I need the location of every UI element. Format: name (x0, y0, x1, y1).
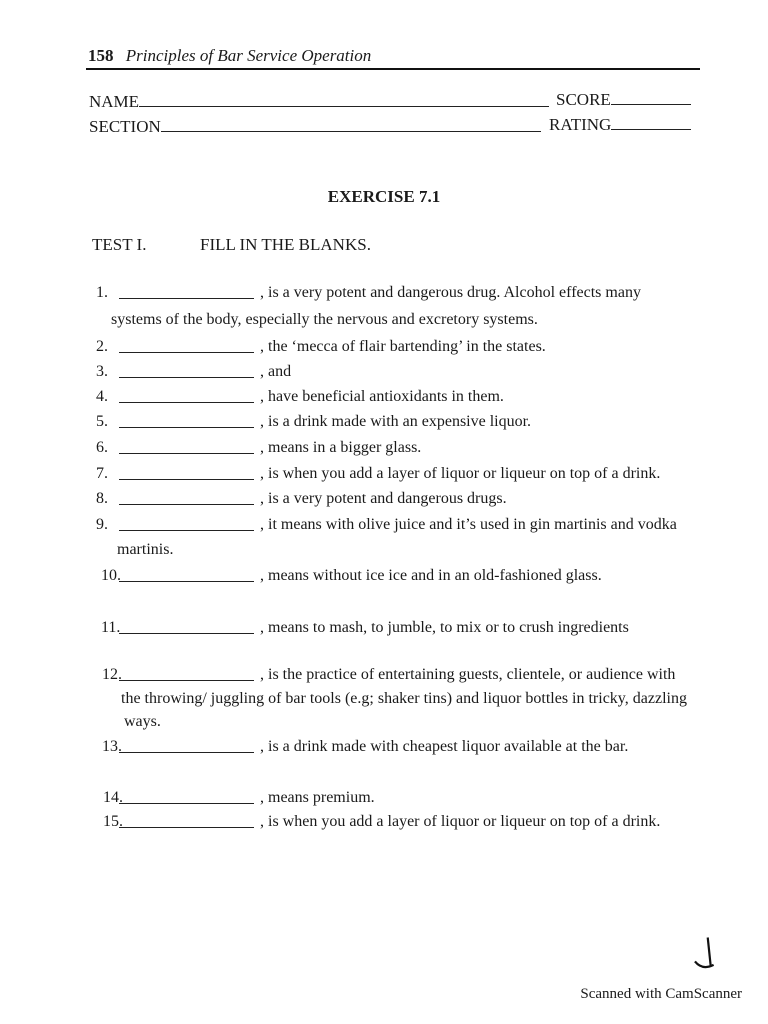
page-number: 158 (88, 46, 114, 65)
question-number: 8. (96, 490, 108, 507)
question-text: , and (260, 363, 292, 380)
answer-blank[interactable] (119, 803, 254, 804)
section-label: SECTION (89, 117, 161, 136)
exercise-title: EXERCISE 7.1 (327, 187, 441, 206)
question-number: 15. (103, 813, 123, 830)
question-number: 11. (101, 619, 121, 636)
answer-blank[interactable] (119, 402, 254, 403)
score-field (556, 90, 691, 110)
question-text: , it means with olive juice and it’s used in gin martinis and vodka (260, 516, 677, 533)
answer-blank[interactable] (119, 680, 254, 681)
question-number: 13. (102, 738, 122, 755)
camscanner-watermark: Scanned with CamScanner (580, 986, 742, 1002)
running-head (88, 46, 371, 66)
answer-blank[interactable] (119, 427, 254, 428)
question-text: , is when you add a layer of liquor or liqueur on top of a drink. (260, 813, 661, 830)
answer-blank[interactable] (119, 352, 254, 353)
question-number: 6. (96, 439, 108, 456)
header-rule (86, 68, 700, 70)
name-label: NAME (89, 92, 140, 111)
answer-blank[interactable] (119, 827, 254, 828)
answer-blank[interactable] (119, 752, 254, 753)
answer-blank[interactable] (119, 633, 254, 634)
question-number: 1. (96, 284, 108, 301)
score-line (611, 90, 691, 105)
rating-field (549, 115, 691, 135)
question-number: 9. (96, 516, 108, 533)
question-text-continued: the throwing/ juggling of bar tools (e.g; shaker tins) and liquor bottles in tricky, dazzling (121, 690, 687, 707)
question-text: , is a drink made with cheapest liquor available at the bar. (260, 738, 629, 755)
section-line (161, 117, 541, 132)
question-text: , means without ice ice and in an old-fashioned glass. (260, 567, 602, 584)
question-text-continued: ways. (124, 713, 161, 730)
question-number: 10. (101, 567, 121, 584)
section-field (89, 117, 541, 137)
question-number: 3. (96, 363, 108, 380)
question-number: 5. (96, 413, 108, 430)
question-text: , the ‘mecca of flair bartending’ in the states. (260, 338, 546, 355)
question-text: , means premium. (260, 789, 375, 806)
question-number: 2. (96, 338, 108, 355)
book-title: Principles of Bar Service Operation (125, 46, 372, 65)
name-line (139, 92, 549, 107)
question-text: , means to mash, to jumble, to mix or to crush ingredients (260, 619, 629, 636)
answer-blank[interactable] (119, 581, 254, 582)
rating-line (611, 115, 691, 130)
question-text: , have beneficial antioxidants in them. (260, 388, 504, 405)
answer-blank[interactable] (119, 504, 254, 505)
rating-label: RATING (549, 115, 612, 134)
question-text: , is a very potent and dangerous drugs. (260, 490, 507, 507)
pen-mark-icon (688, 934, 723, 974)
score-label: SCORE (556, 90, 611, 109)
answer-blank[interactable] (119, 298, 254, 299)
question-number: 4. (96, 388, 108, 405)
test-label: TEST I. (92, 235, 147, 254)
answer-blank[interactable] (119, 377, 254, 378)
question-text-continued: systems of the body, especially the nervous and excretory systems. (111, 311, 538, 328)
question-text: , means in a bigger glass. (260, 439, 422, 456)
test-instruction: FILL IN THE BLANKS. (200, 235, 371, 254)
answer-blank[interactable] (119, 530, 254, 531)
question-number: 7. (96, 465, 108, 482)
question-number: 12. (102, 666, 122, 683)
question-text: , is when you add a layer of liquor or liqueur on top of a drink. (260, 465, 661, 482)
answer-blank[interactable] (119, 453, 254, 454)
question-text-continued: martinis. (117, 541, 174, 558)
question-text: , is the practice of entertaining guests, clientele, or audience with (260, 666, 676, 683)
question-text: , is a very potent and dangerous drug. Alcohol effects many (260, 284, 641, 301)
question-number: 14. (103, 789, 123, 806)
name-field (89, 92, 549, 112)
answer-blank[interactable] (119, 479, 254, 480)
question-text: , is a drink made with an expensive liquor. (260, 413, 532, 430)
